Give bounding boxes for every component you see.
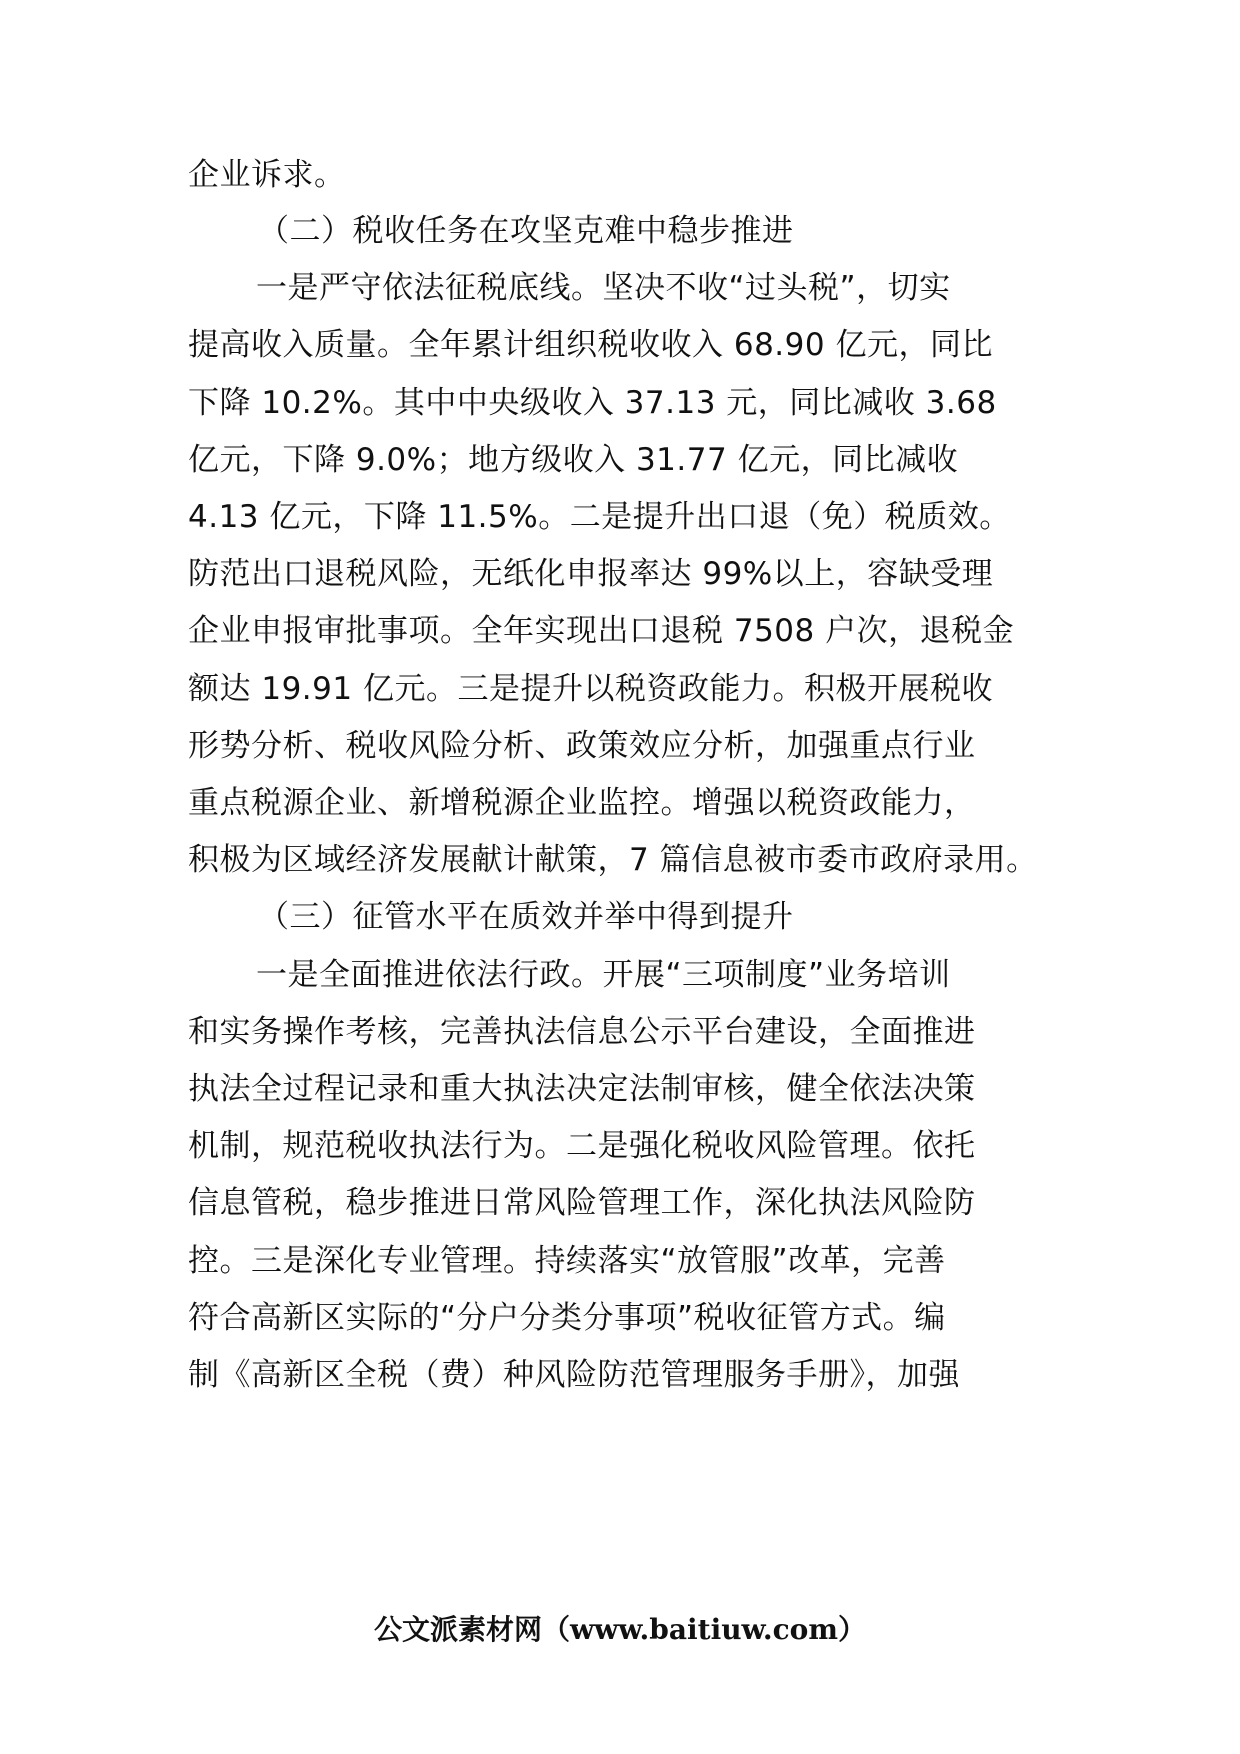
text-line: 控。三是深化专业管理。持续落实“放管服”改革，完善 — [188, 1243, 946, 1279]
text-line: 制《高新区全税（费）种风险防范管理服务手册》，加强 — [188, 1357, 960, 1393]
text-line: 机制，规范税收执法行为。二是强化税收风险管理。依托 — [188, 1128, 976, 1164]
text-line: 符合高新区实际的“分户分类分事项”税收征管方式。编 — [188, 1300, 946, 1336]
text-line: 重点税源企业、新增税源企业监控。增强以税资政能力， — [188, 785, 976, 821]
footer-source-text: 公文派素材网（www.baitiuw.com） — [374, 1613, 866, 1646]
text-line: 执法全过程记录和重大执法决定法制审核，健全依法决策 — [188, 1071, 976, 1107]
text-line: 积极为区域经济发展献计献策，7 篇信息被市委市政府录用。 — [188, 842, 1038, 878]
section-heading: （三）征管水平在质效并举中得到提升 — [258, 899, 794, 935]
text-line: 和实务操作考核，完善执法信息公示平台建设，全面推进 — [188, 1014, 976, 1050]
text-line: 形势分析、税收风险分析、政策效应分析，加强重点行业 — [188, 728, 976, 764]
text-line: 4.13 亿元，下降 11.5%。二是提升出口退（免）税质效。 — [188, 499, 1011, 535]
text-line: 一是严守依法征税底线。坚决不收“过头税”，切实 — [256, 270, 951, 306]
text-line: 防范出口退税风险，无纸化申报率达 99%以上，容缺受理 — [188, 556, 994, 592]
text-line: 企业诉求。 — [188, 157, 346, 193]
section-heading: （二）税收任务在攻坚克难中稳步推进 — [258, 213, 794, 249]
text-line: 额达 19.91 亿元。三是提升以税资政能力。积极开展税收 — [188, 671, 993, 707]
text-line: 信息管税，稳步推进日常风险管理工作，深化执法风险防 — [188, 1185, 976, 1221]
text-line: 下降 10.2%。其中中央级收入 37.13 元，同比减收 3.68 — [188, 385, 997, 421]
text-line: 一是全面推进依法行政。开展“三项制度”业务培训 — [256, 957, 951, 993]
text-line: 提高收入质量。全年累计组织税收收入 68.90 亿元，同比 — [188, 327, 993, 363]
text-line: 亿元，下降 9.0%；地方级收入 31.77 亿元，同比减收 — [188, 442, 959, 478]
text-line: 企业申报审批事项。全年实现出口退税 7508 户次，退税金 — [188, 613, 1015, 649]
